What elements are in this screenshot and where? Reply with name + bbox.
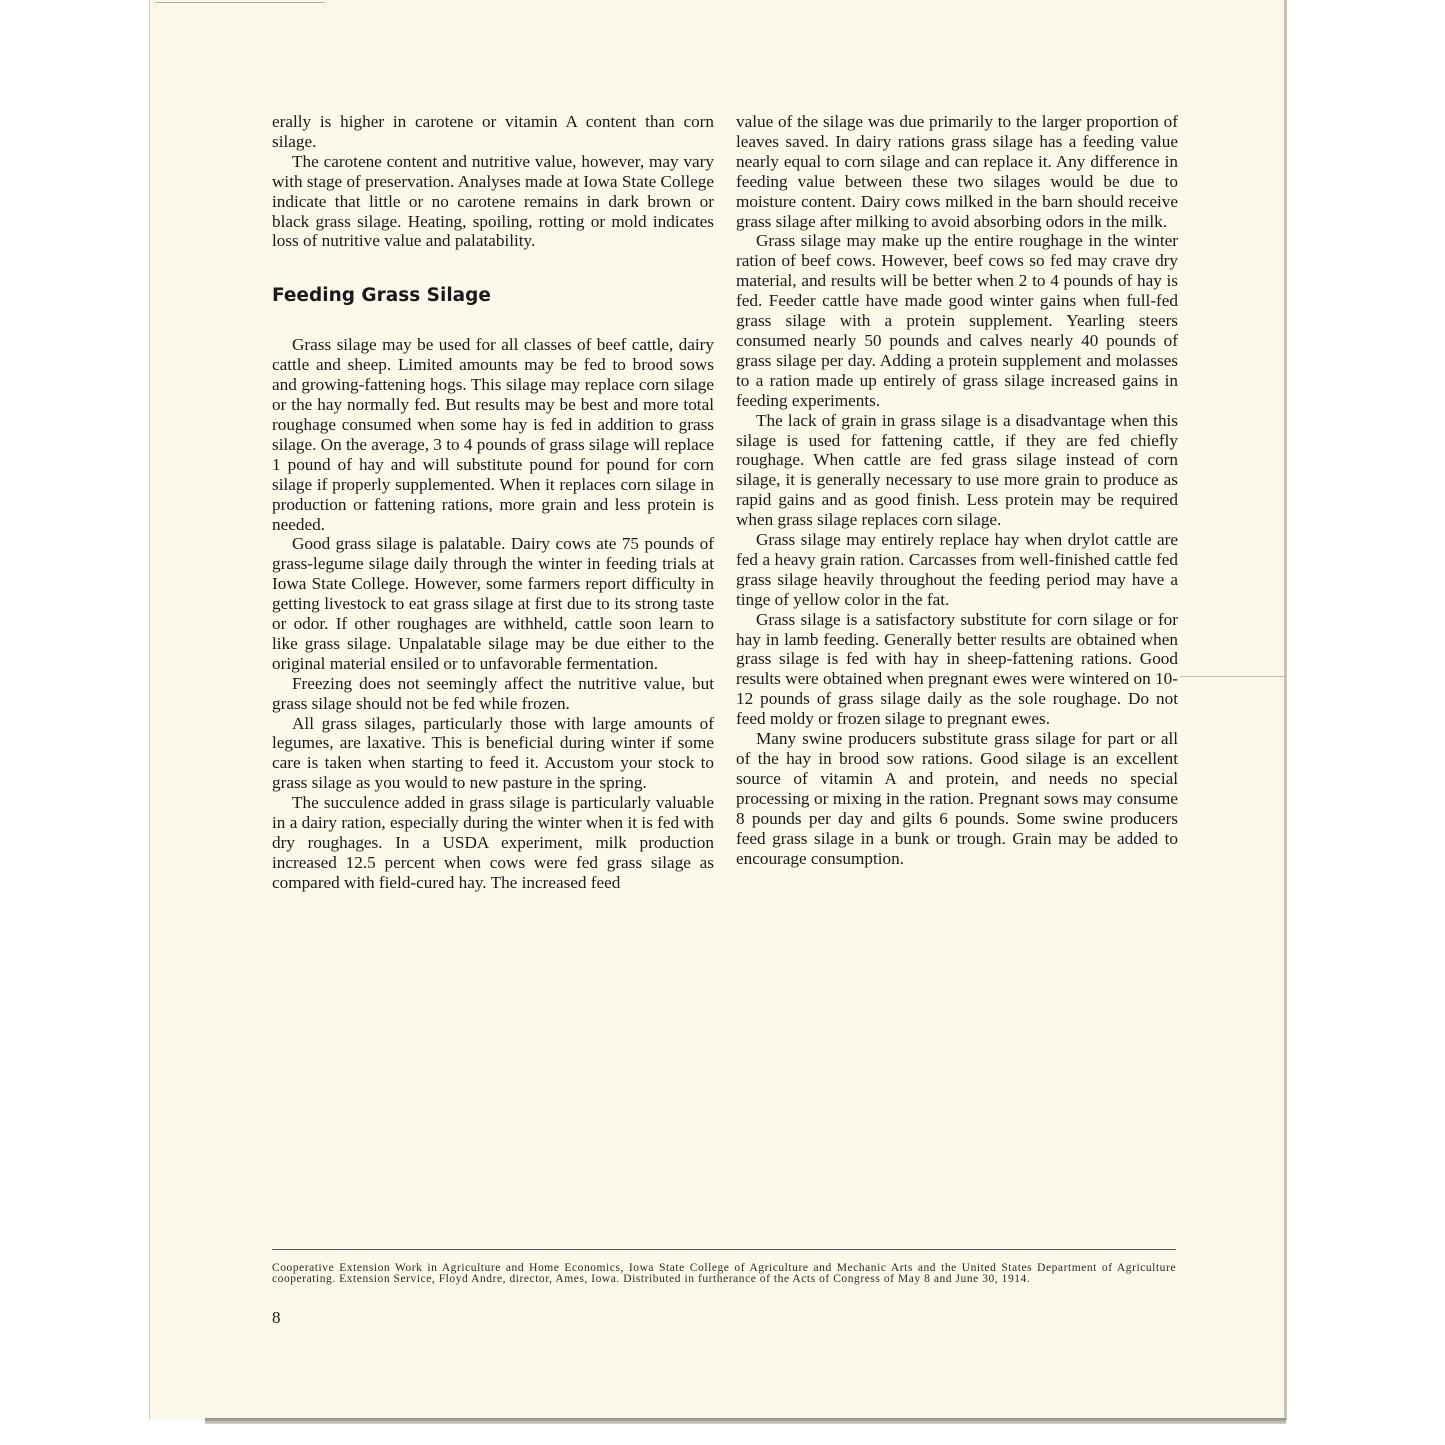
paragraph: The carotene content and nutritive value, however, may vary with stage of preservation. Analyses made at Iowa State College indicate that little or no carotene remains in dark brown or black grass silage. Heating, spoiling, rotting or mold indicates loss of nutritive value and palatability. (272, 151, 714, 251)
paper-crease (1180, 676, 1286, 677)
right-column (736, 112, 1178, 868)
paragraph: Grass silage may be used for all classes of beef cattle, dairy cattle and sheep. Limited amounts may be fed to brood sows and growing-fattening hogs. This silage may replace corn silage or the hay normally fed. But results may be best and more total roughage consumed when some hay is fed in addition to grass silage. On the average, 3 to 4 pounds of grass silage will replace 1 pound of hay and will substitute pound for pound for corn silage if properly supplemented. When it replaces corn silage in production or fattening rations, more grain and less protein is needed. (272, 335, 714, 534)
paragraph: The lack of grain in grass silage is a disadvantage when this silage is used for fattening cattle, if they are fed chiefly roughage. When cattle are fed grass silage instead of corn silage, it is generally necessary to use more grain to produce as rapid gains and as good finish. Less protein may be required when grass silage replaces corn silage. (736, 410, 1178, 530)
paragraph: Good grass silage is palatable. Dairy cows ate 75 pounds of grass-legume silage daily through the winter in feeding trials at Iowa State College. However, some farmers report difficulty in getting livestock to eat grass silage at first due to its strong taste or odor. If other roughages are withheld, cattle soon learn to like grass silage. Unpalatable silage may be due either to the original material ensiled or to unfavorable fermentation. (272, 534, 714, 673)
paragraph: Many swine producers substitute grass silage for part or all of the hay in brood sow rations. Good silage is an excellent source of vitamin A and protein, and needs no special processing or mixing in the ration. Pregnant sows may consume 8 pounds per day and gilts 6 pounds. Some swine producers feed grass silage in a bunk or trough. Grain may be added to encourage consumption. (736, 729, 1178, 868)
paragraph: value of the silage was due primarily to the larger proportion of leaves saved. In dairy rations grass silage has a feeding value nearly equal to corn silage and can replace it. Any difference in feeding value between these two silages would be due to moisture content. Dairy cows milked in the barn should receive grass silage after milking to avoid absorbing odors in the milk. (736, 112, 1178, 231)
paragraph: The succulence added in grass silage is particularly valuable in a dairy ration, especially during the winter when it is fed with dry roughages. In a USDA experiment, milk production increased 12.5 percent when cows were fed grass silage as compared with field-cured hay. The increased feed (272, 793, 714, 892)
page-number: 8 (272, 1308, 281, 1327)
paragraph: All grass silages, particularly those with large amounts of legumes, are laxative. This is beneficial during winter if some care is taken when starting to feed it. Accustom your stock to grass silage as you would to new pasture in the spring. (272, 713, 714, 793)
footer-divider (272, 1249, 1176, 1250)
paragraph: Freezing does not seemingly affect the nutritive value, but grass silage should not be fed while frozen. (272, 673, 714, 713)
section-heading: Feeding Grass Silage (272, 285, 491, 307)
paragraph: Grass silage may entirely replace hay when drylot cattle are fed a heavy grain ration. Carcasses from well-finished cattle fed grass silage heavily throughout the feeding period may have a tinge of yellow color in the fat. (736, 530, 1178, 609)
paper-edge (1284, 0, 1287, 1420)
top-edge-line (155, 2, 325, 3)
paragraph: Grass silage is a satisfactory substitute for corn silage or for hay in lamb feeding. Generally better results are obtained when grass silage is fed with hay in sheep-fattening rations. Good results were obtained when pregnant ewes were wintered on 10-12 pounds of grass silage daily as the sole roughage. Do not feed moldy or frozen silage to pregnant ewes. (736, 609, 1178, 729)
paragraph: erally is higher in carotene or vitamin A content than corn silage. (272, 112, 714, 151)
left-column (272, 112, 714, 893)
paper-shadow (205, 1418, 1286, 1424)
paragraph: Grass silage may make up the entire roughage in the winter ration of beef cows. However, beef cows so fed may crave dry material, and results will be better when 2 to 4 pounds of hay is fed. Feeder cattle have made good winter gains when full-fed grass silage with a protein supplement. Yearling steers consumed nearly 50 pounds and calves nearly 40 pounds of grass silage per day. Adding a protein supplement and molasses to a ration made up entirely of grass silage increased gains in feeding experiments. (736, 231, 1178, 410)
footer-text: Cooperative Extension Work in Agriculture and Home Economics, Iowa State College of Agriculture and Mechanic Arts and the United States Department of Agriculture cooperating. Extension Service, Floyd Andre, director, Ames, Iowa. Distributed in furtherance of the Acts of Congress of May 8 and June 30, 1914. (272, 1262, 1176, 1285)
